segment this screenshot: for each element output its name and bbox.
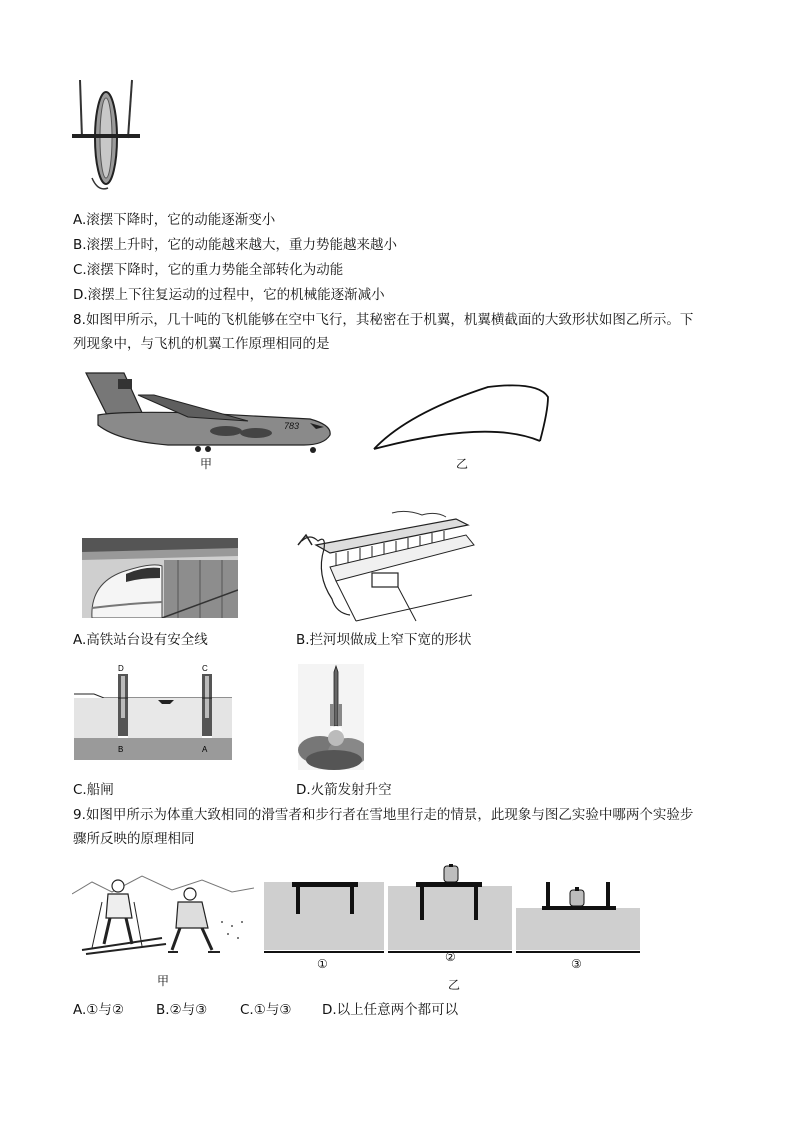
q7-option-a: A.滚摆下降时，它的动能逐渐变小 xyxy=(73,212,276,228)
q8-option-d: D.火箭发射升空 xyxy=(296,782,392,798)
q9-option-c: C.①与③ xyxy=(240,1002,292,1018)
dam-figure xyxy=(296,505,476,623)
q7-option-c: C.滚摆下降时，它的重力势能全部转化为动能 xyxy=(73,262,344,278)
lock-label-d: D xyxy=(118,664,124,673)
q9-option-b: B.②与③ xyxy=(156,1002,208,1018)
q9-option-a: A.①与② xyxy=(73,1002,124,1018)
lock-label-a: A xyxy=(202,745,208,754)
lock-label-b: B xyxy=(118,745,124,754)
train-figure xyxy=(82,538,238,618)
q9-fig-jia-label: 甲 xyxy=(157,974,170,988)
q8-option-b: B.拦河坝做成上窄下宽的形状 xyxy=(296,632,472,648)
plane-number: 783 xyxy=(284,421,300,431)
table-sand-figure xyxy=(262,864,642,956)
q9-step1-label: ① xyxy=(317,957,328,971)
lock-label-c: C xyxy=(202,664,208,673)
q8-option-a: A.高铁站台设有安全线 xyxy=(73,632,208,648)
q8-option-c: C.船闸 xyxy=(73,782,114,798)
pendulum-figure xyxy=(68,78,148,196)
q9-fig-yi-label: 乙 xyxy=(448,978,461,992)
q9-option-d: D.以上任意两个都可以 xyxy=(322,1002,459,1018)
ship-lock-figure xyxy=(74,662,232,766)
q9-step3-label: ③ xyxy=(571,957,582,971)
q8-stem-line1: 8.如图甲所示，几十吨的飞机能够在空中飞行，其秘密在于机翼，机翼横截面的大致形状如图乙所示。下 xyxy=(73,312,694,328)
q9-stem-line1: 9.如图甲所示为体重大致相同的滑雪者和步行者在雪地里行走的情景，此现象与图乙实验中哪两个实验步 xyxy=(73,807,694,823)
q7-option-d: D.滚摆上下往复运动的过程中，它的机械能逐渐减小 xyxy=(73,287,385,303)
rocket-figure xyxy=(298,664,364,770)
q9-step2-label: ② xyxy=(445,950,456,964)
q7-option-b: B.滚摆上升时，它的动能越来越大，重力势能越来越小 xyxy=(73,237,398,253)
plane-figure xyxy=(78,365,336,457)
wing-figure xyxy=(368,383,554,453)
snow-walkers-figure xyxy=(72,872,254,958)
q8-fig-yi-label: 乙 xyxy=(456,457,469,471)
q8-stem-line2: 列现象中，与飞机的机翼工作原理相同的是 xyxy=(73,336,330,352)
q9-stem-line2: 骤所反映的原理相同 xyxy=(73,831,195,847)
q8-fig-jia-label: 甲 xyxy=(200,457,213,471)
